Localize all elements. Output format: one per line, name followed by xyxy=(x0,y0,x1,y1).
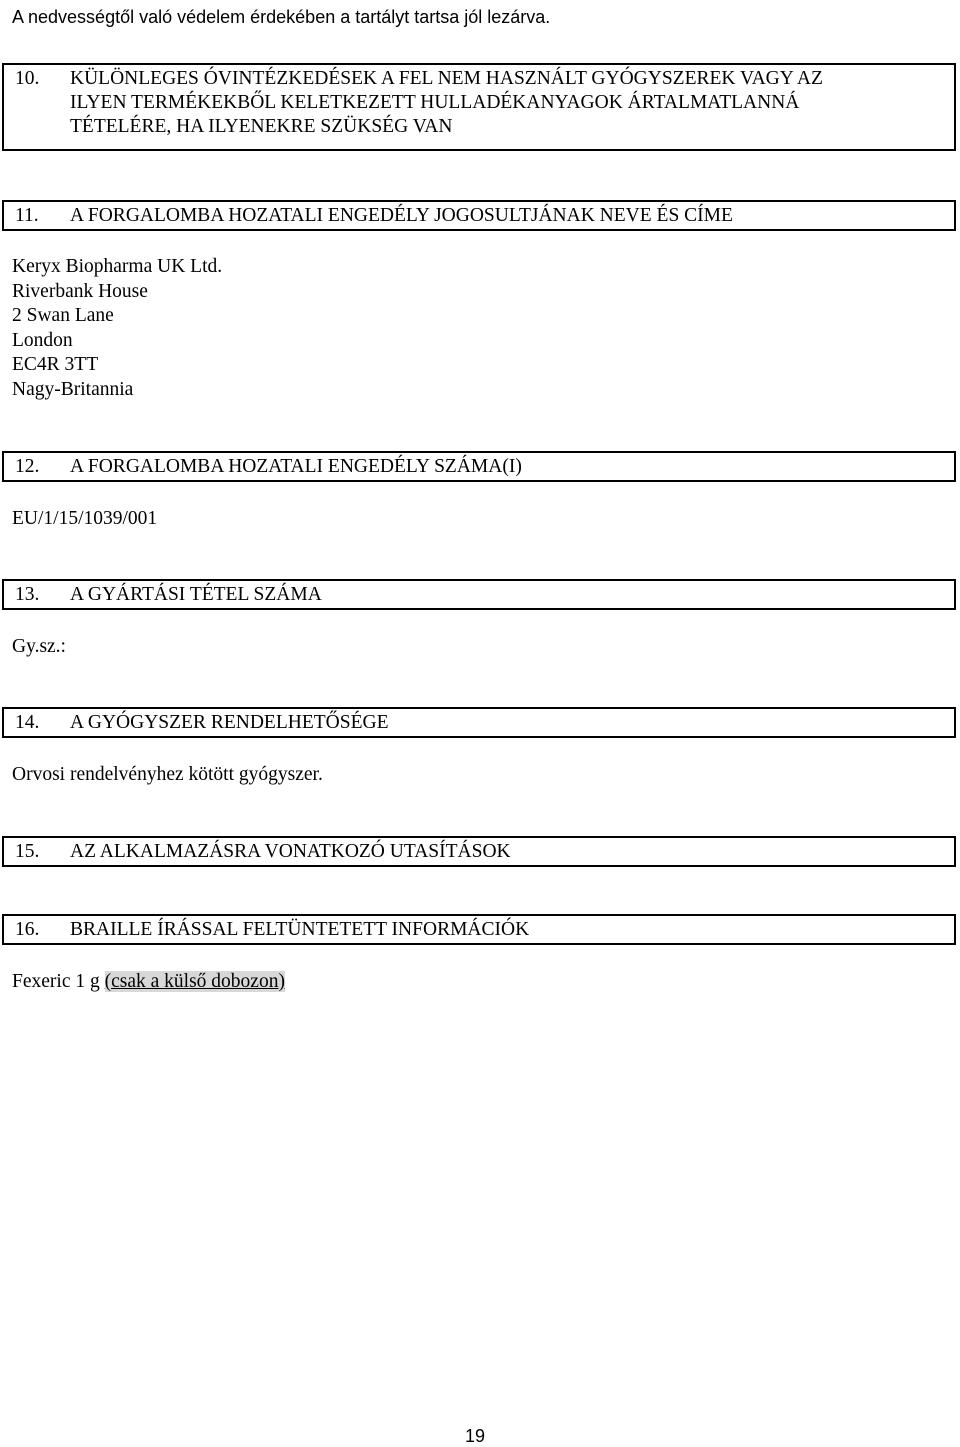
page-number: 19 xyxy=(465,1426,486,1446)
section-16-header xyxy=(2,914,956,945)
braille-info xyxy=(12,970,285,995)
section-15-number: 15. xyxy=(15,841,40,862)
section-10-title-line-2: ILYEN TERMÉKEKBŐL KELETKEZETT HULLADÉKANYAGOK ÁRTALMATLANNÁ xyxy=(70,92,800,113)
mah-address-line-2: Riverbank House xyxy=(12,280,148,302)
mah-address-line-4: London xyxy=(12,329,73,351)
section-10-title-line-1: KÜLÖNLEGES ÓVINTÉZKEDÉSEK A FEL NEM HASZNÁLT GYÓGYSZEREK VAGY AZ xyxy=(70,68,823,89)
braille-text: Fexeric 1 g xyxy=(12,971,105,992)
section-10-header xyxy=(2,63,956,151)
section-13-title: A GYÁRTÁSI TÉTEL SZÁMA xyxy=(70,584,322,605)
section-16-title: BRAILLE ÍRÁSSAL FELTÜNTETETT INFORMÁCIÓK xyxy=(70,919,530,940)
section-10-number: 10. xyxy=(15,68,40,89)
section-15-title: AZ ALKALMAZÁSRA VONATKOZÓ UTASÍTÁSOK xyxy=(70,841,511,862)
mah-address xyxy=(12,255,222,402)
mah-address-line-3: 2 Swan Lane xyxy=(12,305,114,326)
section-14-number: 14. xyxy=(15,712,40,733)
section-14-title: A GYÓGYSZER RENDELHETŐSÉGE xyxy=(70,712,389,733)
section-12-header xyxy=(2,451,956,482)
section-11-title: A FORGALOMBA HOZATALI ENGEDÉLY JOGOSULTJÁNAK NEVE ÉS CÍME xyxy=(70,205,733,226)
section-12-title: A FORGALOMBA HOZATALI ENGEDÉLY SZÁMA(I) xyxy=(70,456,522,477)
section-10-title-line-3: TÉTELÉRE, HA ILYENEKRE SZÜKSÉG VAN xyxy=(70,116,453,137)
section-16-number: 16. xyxy=(15,919,40,940)
section-11-header xyxy=(2,200,956,231)
intro-text: A nedvességtől való védelem érdekében a tartályt tartsa jól lezárva. xyxy=(12,7,551,27)
section-14-header xyxy=(2,707,956,738)
section-10-title xyxy=(70,67,946,139)
mah-address-line-1: Keryx Biopharma UK Ltd. xyxy=(12,256,223,277)
prescription-status: Orvosi rendelvényhez kötött gyógyszer. xyxy=(12,764,323,785)
batch-number-label: Gy.sz.: xyxy=(12,636,66,657)
section-13-header xyxy=(2,579,956,610)
section-15-header xyxy=(2,836,956,867)
section-11-number: 11. xyxy=(15,205,39,226)
mah-address-line-5: EC4R 3TT xyxy=(12,354,99,375)
section-12-number: 12. xyxy=(15,456,40,477)
mah-address-line-6: Nagy-Britannia xyxy=(12,378,134,400)
braille-note-highlighted: (csak a külső dobozon) xyxy=(104,971,285,992)
section-13-number: 13. xyxy=(15,584,40,605)
authorisation-number: EU/1/15/1039/001 xyxy=(12,508,158,529)
